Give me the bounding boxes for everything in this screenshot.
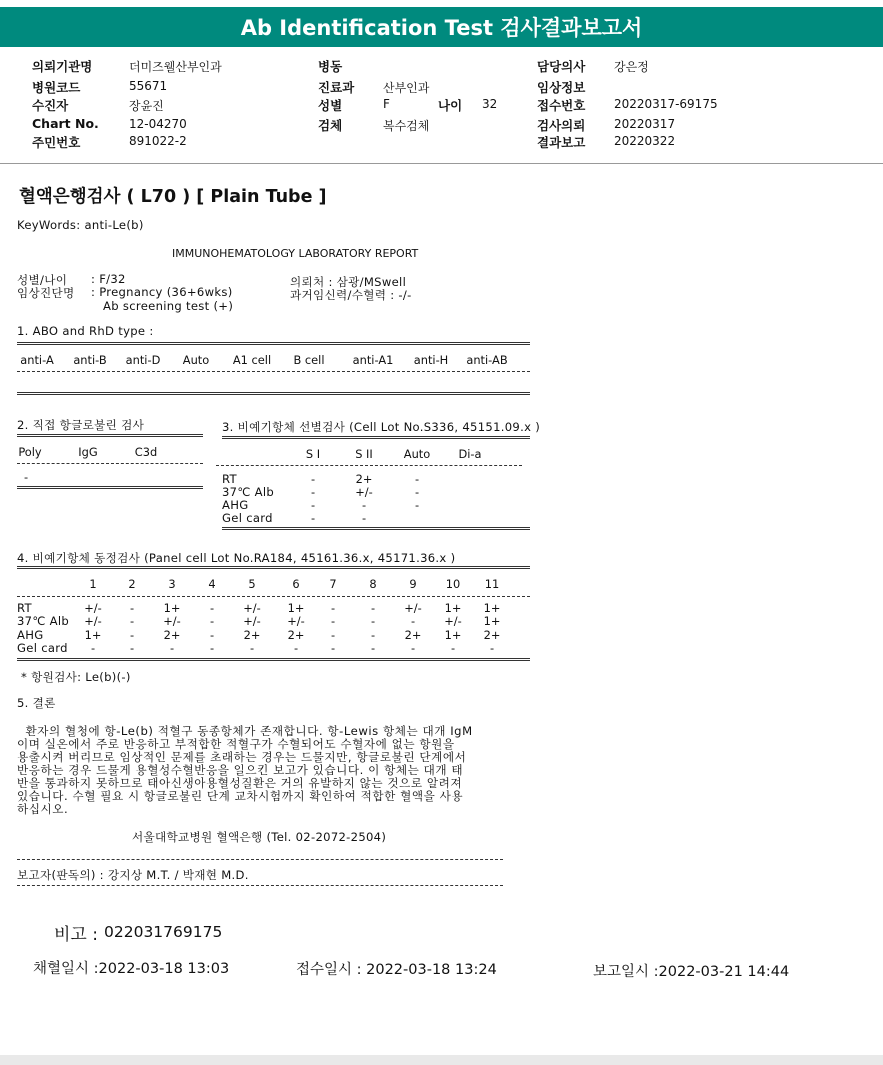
panel-cell: 1+: [444, 601, 462, 615]
keywords: KeyWords: anti-Le(b): [17, 218, 144, 232]
conclusion-line: 하십시오.: [17, 802, 69, 816]
abo-col: anti-AB: [466, 353, 508, 367]
panel-cell: +/-: [243, 601, 261, 615]
screening-cell: -: [310, 485, 316, 499]
screening-cell: -: [310, 498, 316, 512]
panel-phase: RT: [17, 601, 32, 615]
screening-col: Di-a: [458, 447, 482, 461]
panel-col-header: 6: [292, 577, 300, 591]
screening-col: Auto: [403, 447, 431, 461]
panel-cell: -: [410, 614, 416, 628]
label-department: 진료과: [318, 80, 355, 95]
panel-col-header: 7: [329, 577, 337, 591]
dat-col: IgG: [78, 445, 98, 459]
abo-rule-mid: [17, 371, 530, 372]
label-resident-no: 주민번호: [32, 135, 81, 150]
reporter-rule-bottom: [17, 885, 503, 886]
panel-cell: -: [370, 628, 376, 642]
panel-cell: 1+: [483, 614, 501, 628]
conclusion-line: 환자의 혈청에 항-Le(b) 적혈구 동종항체가 존재합니다. 항-Lewis 항체는 대개 IgM: [17, 724, 473, 738]
abo-col: Auto: [182, 353, 210, 367]
screening-col: S I: [305, 447, 321, 461]
panel-col-header: 11: [484, 577, 500, 591]
label-age: 나이: [438, 98, 463, 113]
label-specimen: 검체: [318, 118, 343, 133]
abo-title: 1. ABO and RhD type :: [17, 324, 154, 338]
panel-cell: -: [209, 601, 215, 615]
panel-cell: 2+: [163, 628, 181, 642]
dat-rule-bottom: [17, 486, 203, 489]
lab-title: IMMUNOHEMATOLOGY LABORATORY REPORT: [172, 247, 419, 260]
label-chart-no: Chart No.: [32, 116, 99, 131]
panel-cell: +/-: [287, 614, 305, 628]
received-time: 접수일시 : 2022-03-18 13:24: [296, 962, 497, 978]
conclusion-line: 있습니다. 수혈 필요 시 항글로불린 단계 교차시험까지 확인하여 적합한 혈액을 사용: [17, 789, 464, 803]
dat-col: C3d: [134, 445, 158, 459]
value-chart-no: 12-04270: [129, 117, 187, 131]
screening-title: 3. 비예기항체 선별검사 (Cell Lot No.S336, 45151.09.x ): [222, 420, 541, 434]
panel-col-header: 5: [248, 577, 256, 591]
panel-cell: 2+: [243, 628, 261, 642]
value-patient: 장윤진: [129, 99, 164, 113]
label-ward: 병동: [318, 59, 343, 74]
panel-cell: 2+: [287, 628, 305, 642]
panel-cell: +/-: [404, 601, 422, 615]
panel-cell: 1+: [483, 601, 501, 615]
screening-rule-bottom: [222, 527, 530, 530]
screening-rule-mid: [216, 465, 522, 466]
value-resident-no: 891022-2: [129, 134, 187, 148]
referrer: 의뢰처 : 삼광/MSwell: [290, 275, 407, 289]
diagnosis-value: : Pregnancy (36+6wks): [91, 285, 233, 299]
panel-cell: +/-: [84, 601, 102, 615]
panel-col-header: 10: [445, 577, 461, 591]
panel-cell: 2+: [483, 628, 501, 642]
abo-col: anti-A1: [352, 353, 394, 367]
value-department: 산부인과: [383, 81, 430, 95]
dat-rule-top: [17, 434, 203, 437]
reporter: 보고자(판독의) : 강지상 M.T. / 박재현 M.D.: [17, 868, 249, 882]
diagnosis-label: 임상진단명: [17, 286, 75, 300]
screening-cell: -: [361, 498, 367, 512]
collected-time: 채혈일시 :2022-03-18 13:03: [33, 961, 230, 977]
panel-cell: -: [330, 641, 336, 655]
sex-age-value: : F/32: [91, 272, 126, 286]
panel-cell: -: [129, 641, 135, 655]
panel-cell: +/-: [84, 614, 102, 628]
panel-cell: +/-: [163, 614, 181, 628]
panel-cell: -: [129, 628, 135, 642]
dat-value: -: [23, 470, 29, 484]
panel-cell: -: [330, 614, 336, 628]
value-report-date: 20220322: [614, 134, 676, 148]
value-doctor: 강은정: [614, 60, 649, 74]
panel-col-header: 2: [128, 577, 136, 591]
abo-rule-top: [17, 342, 530, 345]
screening-cell: -: [414, 472, 420, 486]
panel-cell: +/-: [444, 614, 462, 628]
value-request-date: 20220317: [614, 117, 676, 131]
reported-time: 보고일시 :2022-03-21 14:44: [593, 964, 790, 980]
conclusion-line: 반을 통과하지 못하므로 태아신생아용혈성질환은 거의 유발하지 않는 것으로 알려져: [17, 776, 463, 790]
panel-cell: -: [370, 601, 376, 615]
screening-cell: -: [414, 485, 420, 499]
panel-title: 4. 비예기항체 동정검사 (Panel cell Lot No.RA184, 45161.36.x, 45171.36.x ): [17, 551, 456, 565]
conclusion-line: 반응하는 경우 드물게 용혈성수혈반응을 일으킨 보고가 있습니다. 이 항체는 대개 태: [17, 763, 464, 777]
panel-cell: -: [293, 641, 299, 655]
label-request-date: 검사의뢰: [537, 118, 586, 133]
panel-cell: -: [209, 641, 215, 655]
abo-col: anti-A: [20, 353, 54, 367]
panel-col-header: 1: [89, 577, 97, 591]
label-institution: 의뢰기관명: [32, 59, 93, 74]
panel-rule-bottom: [17, 658, 530, 661]
screening-rule-top: [222, 436, 530, 439]
panel-cell: 1+: [84, 628, 102, 642]
label-patient: 수진자: [32, 98, 69, 113]
abo-col: anti-D: [125, 353, 161, 367]
screening-phase: AHG: [222, 498, 249, 512]
panel-cell: 2+: [404, 628, 422, 642]
panel-cell: -: [370, 641, 376, 655]
conclusion-line: 용출시켜 버리므로 임상적인 문제를 초래하는 경우는 드물지만, 항글로불린 단계에서: [17, 750, 467, 764]
dat-rule-mid: [17, 463, 203, 464]
panel-cell: -: [249, 641, 255, 655]
screening-cell: -: [310, 511, 316, 525]
screening-cell: -: [361, 511, 367, 525]
panel-cell: -: [450, 641, 456, 655]
label-doctor: 담당의사: [537, 59, 586, 74]
reporter-rule-top: [17, 859, 503, 860]
panel-cell: 1+: [444, 628, 462, 642]
value-sex: F: [383, 97, 390, 111]
screening-cell: -: [310, 472, 316, 486]
value-receipt-no: 20220317-69175: [614, 97, 718, 111]
panel-phase: Gel card: [17, 641, 68, 655]
conclusion-title: 5. 결론: [17, 696, 56, 710]
label-hospital-code: 병원코드: [32, 80, 81, 95]
screening-col: S II: [355, 447, 373, 461]
value-specimen: 복수검체: [383, 119, 430, 133]
sex-age-label: 성별/나이: [17, 273, 68, 287]
abo-rule-bottom: [17, 392, 530, 395]
panel-col-header: 9: [409, 577, 417, 591]
panel-cell: -: [209, 628, 215, 642]
panel-cell: -: [410, 641, 416, 655]
panel-rule-mid: [17, 596, 530, 597]
screening-phase: RT: [222, 472, 237, 486]
report-title: Ab Identification Test 검사결과보고서: [240, 16, 643, 40]
panel-cell: -: [489, 641, 495, 655]
abo-col: B cell: [293, 353, 325, 367]
panel-cell: -: [370, 614, 376, 628]
panel-col-header: 4: [208, 577, 216, 591]
abo-col: anti-B: [73, 353, 107, 367]
panel-cell: -: [90, 641, 96, 655]
panel-cell: 1+: [287, 601, 305, 615]
dat-col: Poly: [18, 445, 42, 459]
screening-phase: 37℃ Alb: [222, 485, 275, 499]
panel-cell: +/-: [243, 614, 261, 628]
panel-rule-top: [17, 566, 530, 569]
antigen-test: * 항원검사: Le(b)(-): [21, 670, 131, 684]
label-receipt-no: 접수번호: [537, 98, 586, 113]
panel-cell: -: [330, 601, 336, 615]
section-title: 혈액은행검사 ( L70 ) [ Plain Tube ]: [19, 187, 327, 207]
panel-phase: AHG: [17, 628, 44, 642]
header-divider: [0, 163, 883, 164]
screening-cell: -: [414, 498, 420, 512]
abo-col: A1 cell: [232, 353, 272, 367]
transfusion-history: 과거임신력/수혈력 : -/-: [290, 288, 412, 302]
panel-col-header: 3: [168, 577, 176, 591]
label-sex: 성별: [318, 98, 343, 113]
panel-phase: 37℃ Alb: [17, 614, 70, 628]
dat-title: 2. 직접 항글로불린 검사: [17, 418, 145, 432]
screening-phase: Gel card: [222, 511, 273, 525]
institution: 서울대학교병원 혈액은행 (Tel. 02-2072-2504): [132, 830, 387, 844]
screening-cell: 2+: [355, 472, 373, 486]
value-institution: 더미즈웰산부인과: [129, 60, 222, 74]
panel-cell: -: [209, 614, 215, 628]
diagnosis-value-2: Ab screening test (+): [103, 299, 234, 313]
value-age: 32: [482, 97, 498, 111]
note-value: 022031769175: [104, 923, 223, 941]
screening-cell: +/-: [355, 485, 373, 499]
value-hospital-code: 55671: [129, 79, 168, 93]
panel-cell: -: [169, 641, 175, 655]
panel-col-header: 8: [369, 577, 377, 591]
abo-col: anti-H: [413, 353, 449, 367]
footer-bar: [0, 1055, 883, 1065]
panel-cell: 1+: [163, 601, 181, 615]
label-report-date: 결과보고: [537, 135, 586, 150]
label-clinical-info: 임상정보: [537, 80, 586, 95]
note-label: 비고 :: [54, 925, 98, 945]
panel-cell: -: [330, 628, 336, 642]
panel-cell: -: [129, 601, 135, 615]
conclusion-line: 이며 실온에서 주로 반응하고 부적합한 적혈구가 수혈되어도 수혈자에 없는 항원을: [17, 737, 455, 751]
panel-cell: -: [129, 614, 135, 628]
